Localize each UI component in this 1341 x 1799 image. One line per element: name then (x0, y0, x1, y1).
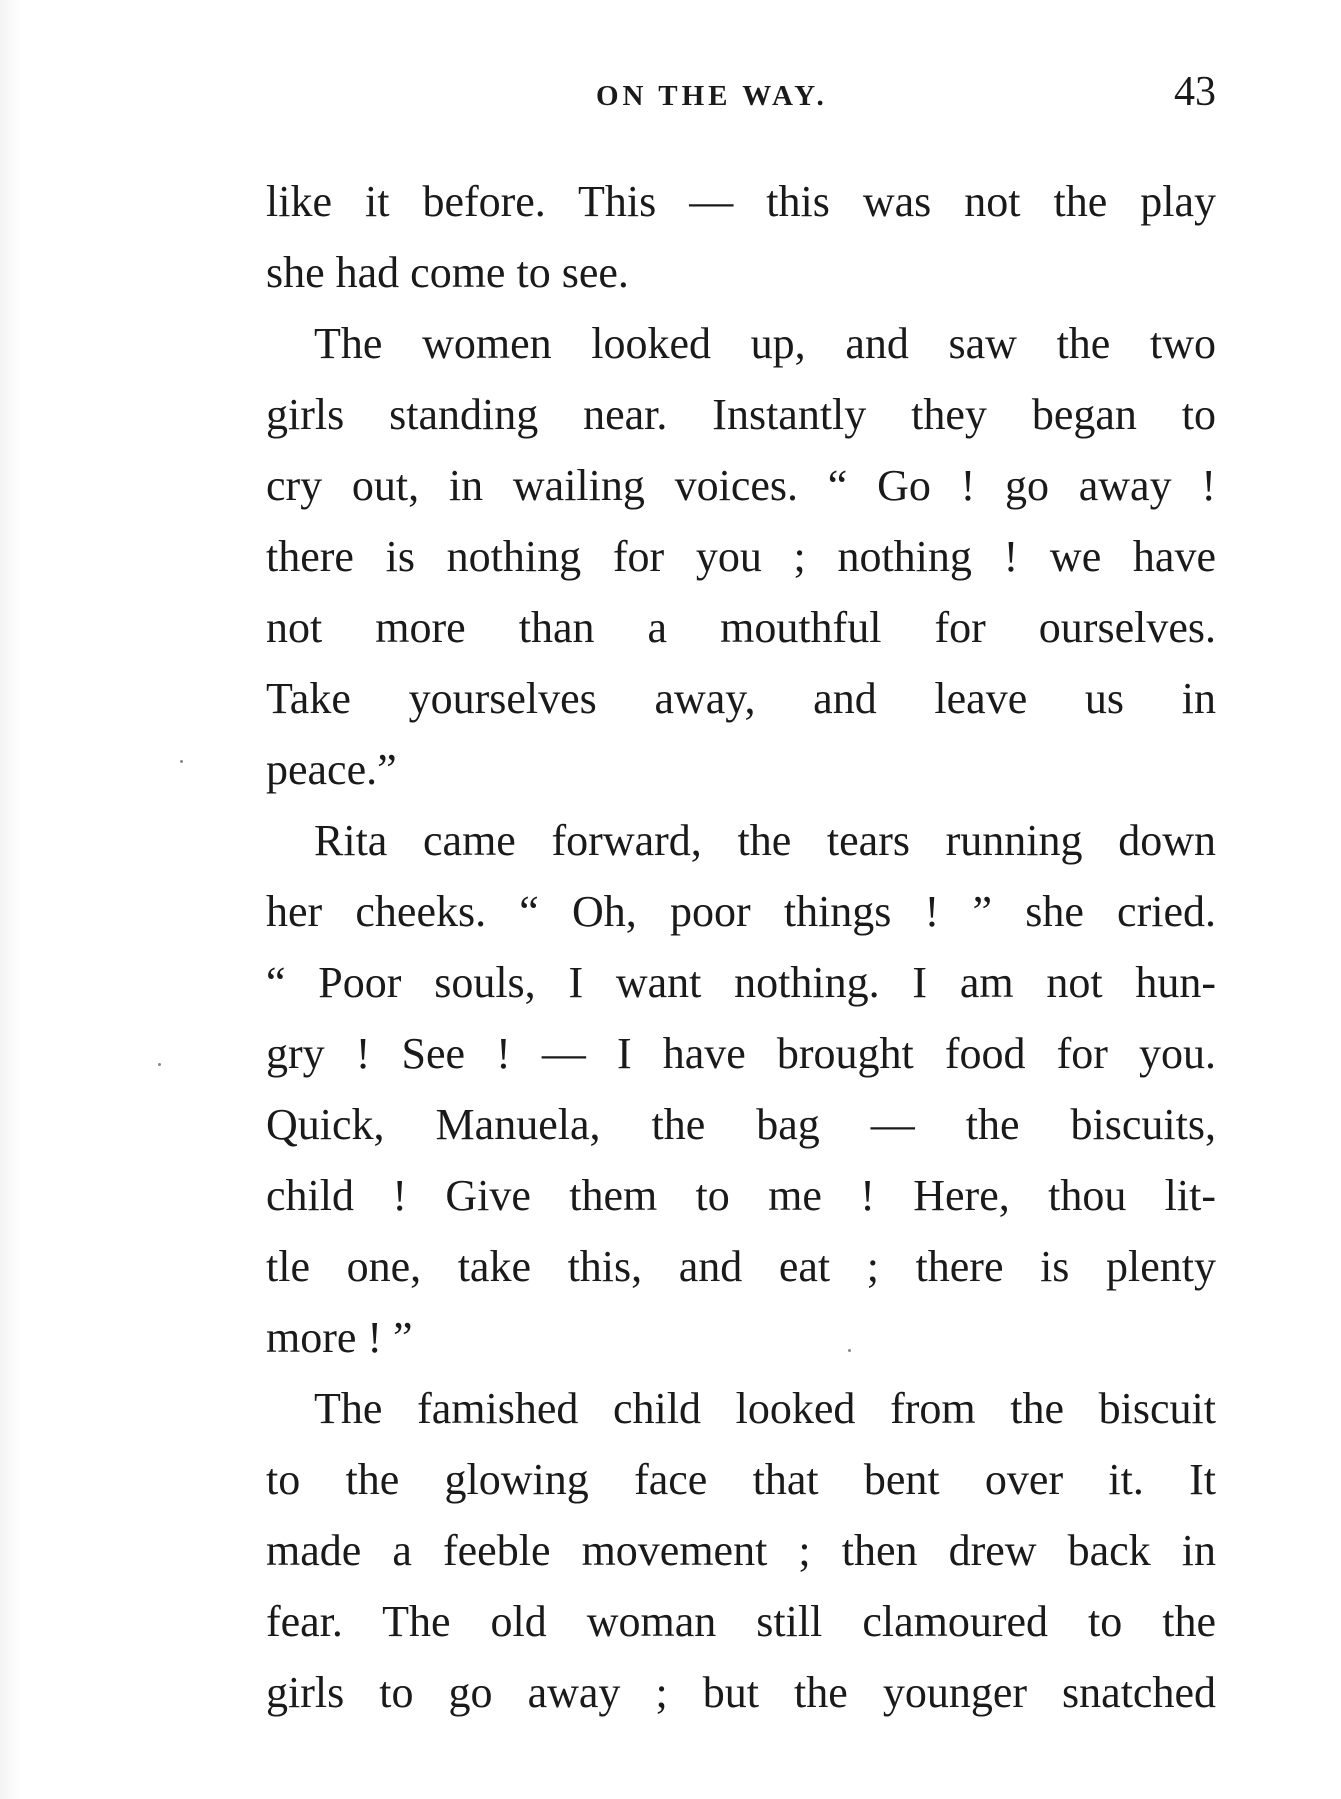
page-header (266, 68, 1216, 118)
page-number: 43 (1174, 69, 1216, 115)
text-line: girls standing near. Instantly they began to (266, 390, 1216, 439)
text-line: to the glowing face that bent over it. It (266, 1455, 1216, 1504)
running-title: ON THE WAY. (596, 80, 828, 112)
text-line: “ Poor souls, I want nothing. I am not hun- (266, 958, 1216, 1007)
text-line: Take yourselves away, and leave us in (266, 674, 1216, 723)
page-edge (0, 0, 22, 1799)
text-line: girls to go away ; but the younger snatched (266, 1668, 1216, 1717)
body-text (266, 166, 1216, 1728)
text-line: Quick, Manuela, the bag — the biscuits, (266, 1100, 1216, 1149)
text-line: not more than a mouthful for ourselves. (266, 603, 1216, 652)
text-line: her cheeks. “ Oh, poor things ! ” she cried. (266, 887, 1216, 936)
paper-speck (848, 1349, 851, 1352)
text-line: The women looked up, and saw the two (314, 319, 1216, 368)
text-line: child ! Give them to me ! Here, thou lit- (266, 1171, 1216, 1220)
text-line: Rita came forward, the tears running down (314, 816, 1216, 865)
text-line: gry ! See ! — I have brought food for you. (266, 1029, 1216, 1078)
text-line: fear. The old woman still clamoured to the (266, 1597, 1216, 1646)
text-line: tle one, take this, and eat ; there is plenty (266, 1242, 1216, 1291)
text-line: made a feeble movement ; then drew back in (266, 1526, 1216, 1575)
text-line: more ! ” (266, 1313, 413, 1362)
text-line: she had come to see. (266, 248, 629, 297)
text-line: there is nothing for you ; nothing ! we have (266, 532, 1216, 581)
text-line: The famished child looked from the biscuit (314, 1384, 1216, 1433)
text-line: cry out, in wailing voices. “ Go ! go away ! (266, 461, 1216, 510)
paper-speck (158, 1063, 161, 1066)
paper-speck (180, 760, 183, 763)
text-line: like it before. This — this was not the play (266, 177, 1216, 226)
text-line: peace.” (266, 745, 397, 794)
